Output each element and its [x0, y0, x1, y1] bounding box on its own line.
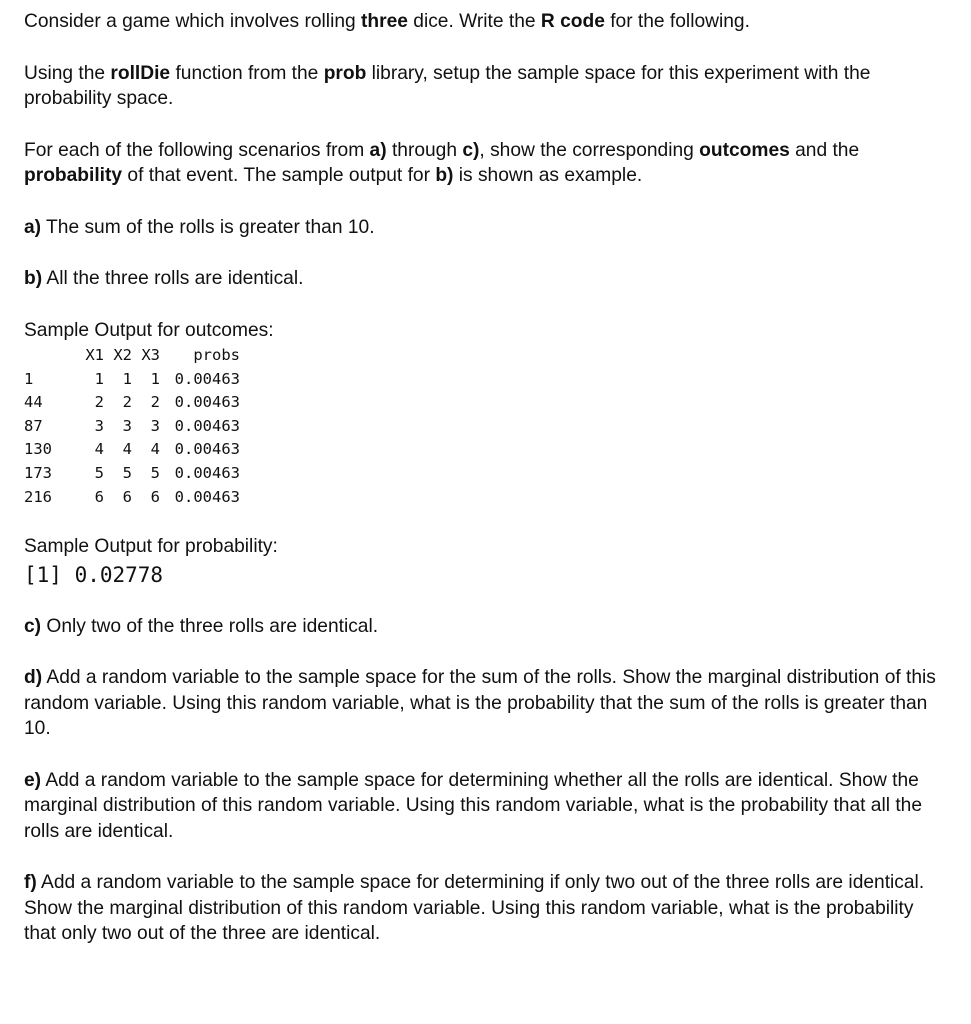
- table-row: [24, 462, 240, 486]
- column-header: X1: [85, 346, 104, 364]
- intro-paragraph-1: Consider a game which involves rolling three dice. Write the R code for the following.: [24, 11, 750, 32]
- table-row: [24, 438, 240, 462]
- question-e: e) Add a random variable to the sample space for determining whether all the rolls are identical. Show the marginal distribution of this random variable. Using this random variable, what is the probability that all the rolls are identical.: [24, 769, 922, 842]
- cell-x3: 6: [150, 487, 160, 506]
- question-b: b) All the three rolls are identical.: [24, 268, 304, 289]
- table-row: [24, 368, 240, 392]
- cell-x2: 6: [122, 487, 132, 506]
- cell-x2: 1: [122, 369, 132, 388]
- question-a: a) The sum of the rolls is greater than 10.: [24, 216, 375, 238]
- column-header: probs: [193, 346, 240, 364]
- intro-paragraph-2: Using the rollDie function from the prob library, setup the sample space for this experiment with the probability space.: [24, 62, 871, 109]
- row-number: 173: [24, 463, 52, 482]
- sample-outcomes-table: [24, 344, 240, 509]
- row-number: 216: [24, 487, 52, 506]
- table-header-row: [24, 344, 240, 368]
- question-f: f) Add a random variable to the sample space for determining if only two out of the three rolls are identical. Show the marginal distribution of this random variable. Using this random variable, what is the probability that only two out of the three are identical.: [24, 872, 925, 945]
- cell-probs: 0.00463: [174, 393, 240, 412]
- cell-probs: 0.00463: [174, 369, 240, 388]
- cell-x1: 5: [94, 463, 104, 482]
- cell-x2: 5: [122, 463, 132, 482]
- cell-x2: 3: [122, 416, 132, 435]
- column-header: X3: [141, 346, 160, 364]
- cell-x3: 5: [150, 463, 160, 482]
- cell-x3: 4: [150, 440, 160, 459]
- cell-probs: 0.00463: [174, 487, 240, 506]
- cell-probs: 0.00463: [174, 463, 240, 482]
- cell-x1: 6: [94, 487, 104, 506]
- row-number: 87: [24, 416, 43, 435]
- assignment-document: [24, 9, 949, 947]
- column-header: X2: [113, 346, 132, 364]
- row-number: 44: [24, 393, 43, 412]
- row-number: 1: [24, 369, 34, 388]
- cell-x3: 2: [150, 393, 160, 412]
- cell-probs: 0.00463: [174, 416, 240, 435]
- table-row: [24, 391, 240, 415]
- cell-x1: 3: [94, 416, 104, 435]
- cell-x1: 2: [94, 393, 104, 412]
- question-d: d) Add a random variable to the sample space for the sum of the rolls. Show the marginal distribution of this random variable. Using this random variable, what is the probability that the sum of the rolls is greater than 10.: [24, 667, 936, 740]
- table-row: [24, 486, 240, 510]
- cell-x1: 4: [94, 440, 104, 459]
- intro-paragraph-3: For each of the following scenarios from a) through c), show the corresponding outcomes and the probability of that event. The sample output for b) is shown as example.: [24, 139, 860, 186]
- column-header: [24, 344, 76, 368]
- question-c: c) Only two of the three rolls are identical.: [24, 615, 379, 637]
- row-number: 130: [24, 440, 52, 459]
- cell-x1: 1: [94, 369, 104, 388]
- cell-x3: 1: [150, 369, 160, 388]
- sample-probability-output: [1] 0.02778: [24, 562, 164, 587]
- cell-x2: 4: [122, 440, 132, 459]
- cell-probs: 0.00463: [174, 440, 240, 459]
- sample-probability-heading: Sample Output for probability:: [24, 536, 278, 558]
- cell-x3: 3: [150, 416, 160, 435]
- table-row: [24, 415, 240, 439]
- cell-x2: 2: [122, 393, 132, 412]
- sample-outcomes-heading: Sample Output for outcomes:: [24, 319, 274, 341]
